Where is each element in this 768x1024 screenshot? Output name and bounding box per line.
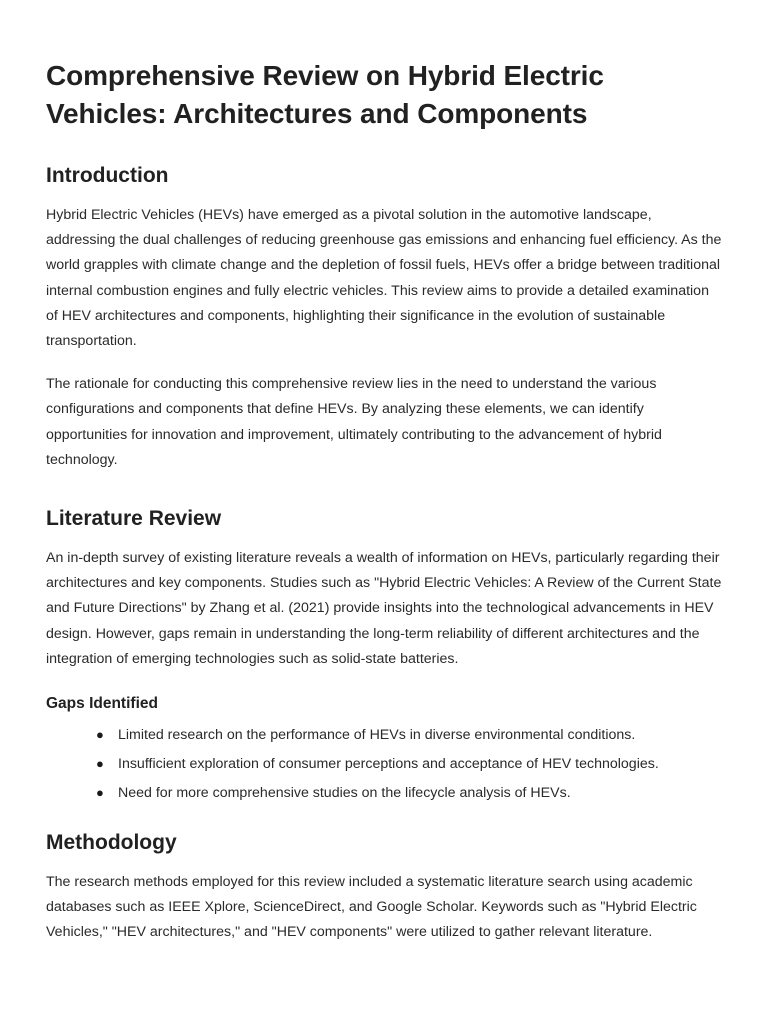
introduction-heading: Introduction (46, 164, 169, 187)
literature-review-heading: Literature Review (46, 507, 222, 531)
bullet-icon: ● (96, 756, 104, 772)
list-item (94, 783, 722, 803)
list-item-text: Need for more comprehensive studies on the lifecycle analysis of HEVs. (118, 785, 571, 802)
literature-review-paragraph-1: An in-depth survey of existing literature reveals a wealth of information on HEVs, particularly regarding their architectures and key components. Studies such as "Hybrid Electric Vehicles: A Review of the Current State and Future Directions" by Zhang et al. (2021) provide insights into the technological advancements in HEV design. However, gaps remain in understanding the long-term reliability of different architectures and the integration of emerging technologies such as solid-state batteries. (46, 550, 722, 667)
gaps-identified-heading: Gaps Identified (46, 695, 158, 713)
list-item-text: Insufficient exploration of consumer perceptions and acceptance of HEV technologies. (118, 756, 659, 773)
introduction-paragraph-1: Hybrid Electric Vehicles (HEVs) have emerged as a pivotal solution in the automotive landscape, addressing the dual challenges of reducing greenhouse gas emissions and enhancing fuel efficiency. As the world grapples with climate change and the depletion of fossil fuels, HEVs offer a bridge between traditional internal combustion engines and fully electric vehicles. This review aims to provide a detailed examination of HEV architectures and components, highlighting their significance in the evolution of sustainable transportation. (46, 207, 722, 350)
methodology-paragraph-1: The research methods employed for this review included a systematic literature search using academic databases such as IEEE Xplore, ScienceDirect, and Google Scholar. Keywords such as "Hybrid Electric Vehicles," "HEV architectures," and "HEV components" were utilized to gather relevant literature. (46, 874, 697, 941)
bullet-icon: ● (96, 785, 104, 801)
introduction-paragraph-2: The rationale for conducting this comprehensive review lies in the need to understand the various configurations and components that define HEVs. By analyzing these elements, we can identify opportunities for innovation and improvement, ultimately contributing to the advancement of hybrid technology. (46, 376, 662, 468)
list-item (94, 725, 722, 745)
list-item (94, 754, 722, 774)
methodology-heading: Methodology (46, 831, 177, 855)
document-page (46, 57, 722, 946)
list-item-text: Limited research on the performance of HEVs in diverse environmental conditions. (118, 727, 636, 744)
document-title: Comprehensive Review on Hybrid Electric Vehicles: Architectures and Components (46, 60, 604, 129)
gaps-list (46, 725, 722, 803)
bullet-icon: ● (96, 727, 104, 743)
